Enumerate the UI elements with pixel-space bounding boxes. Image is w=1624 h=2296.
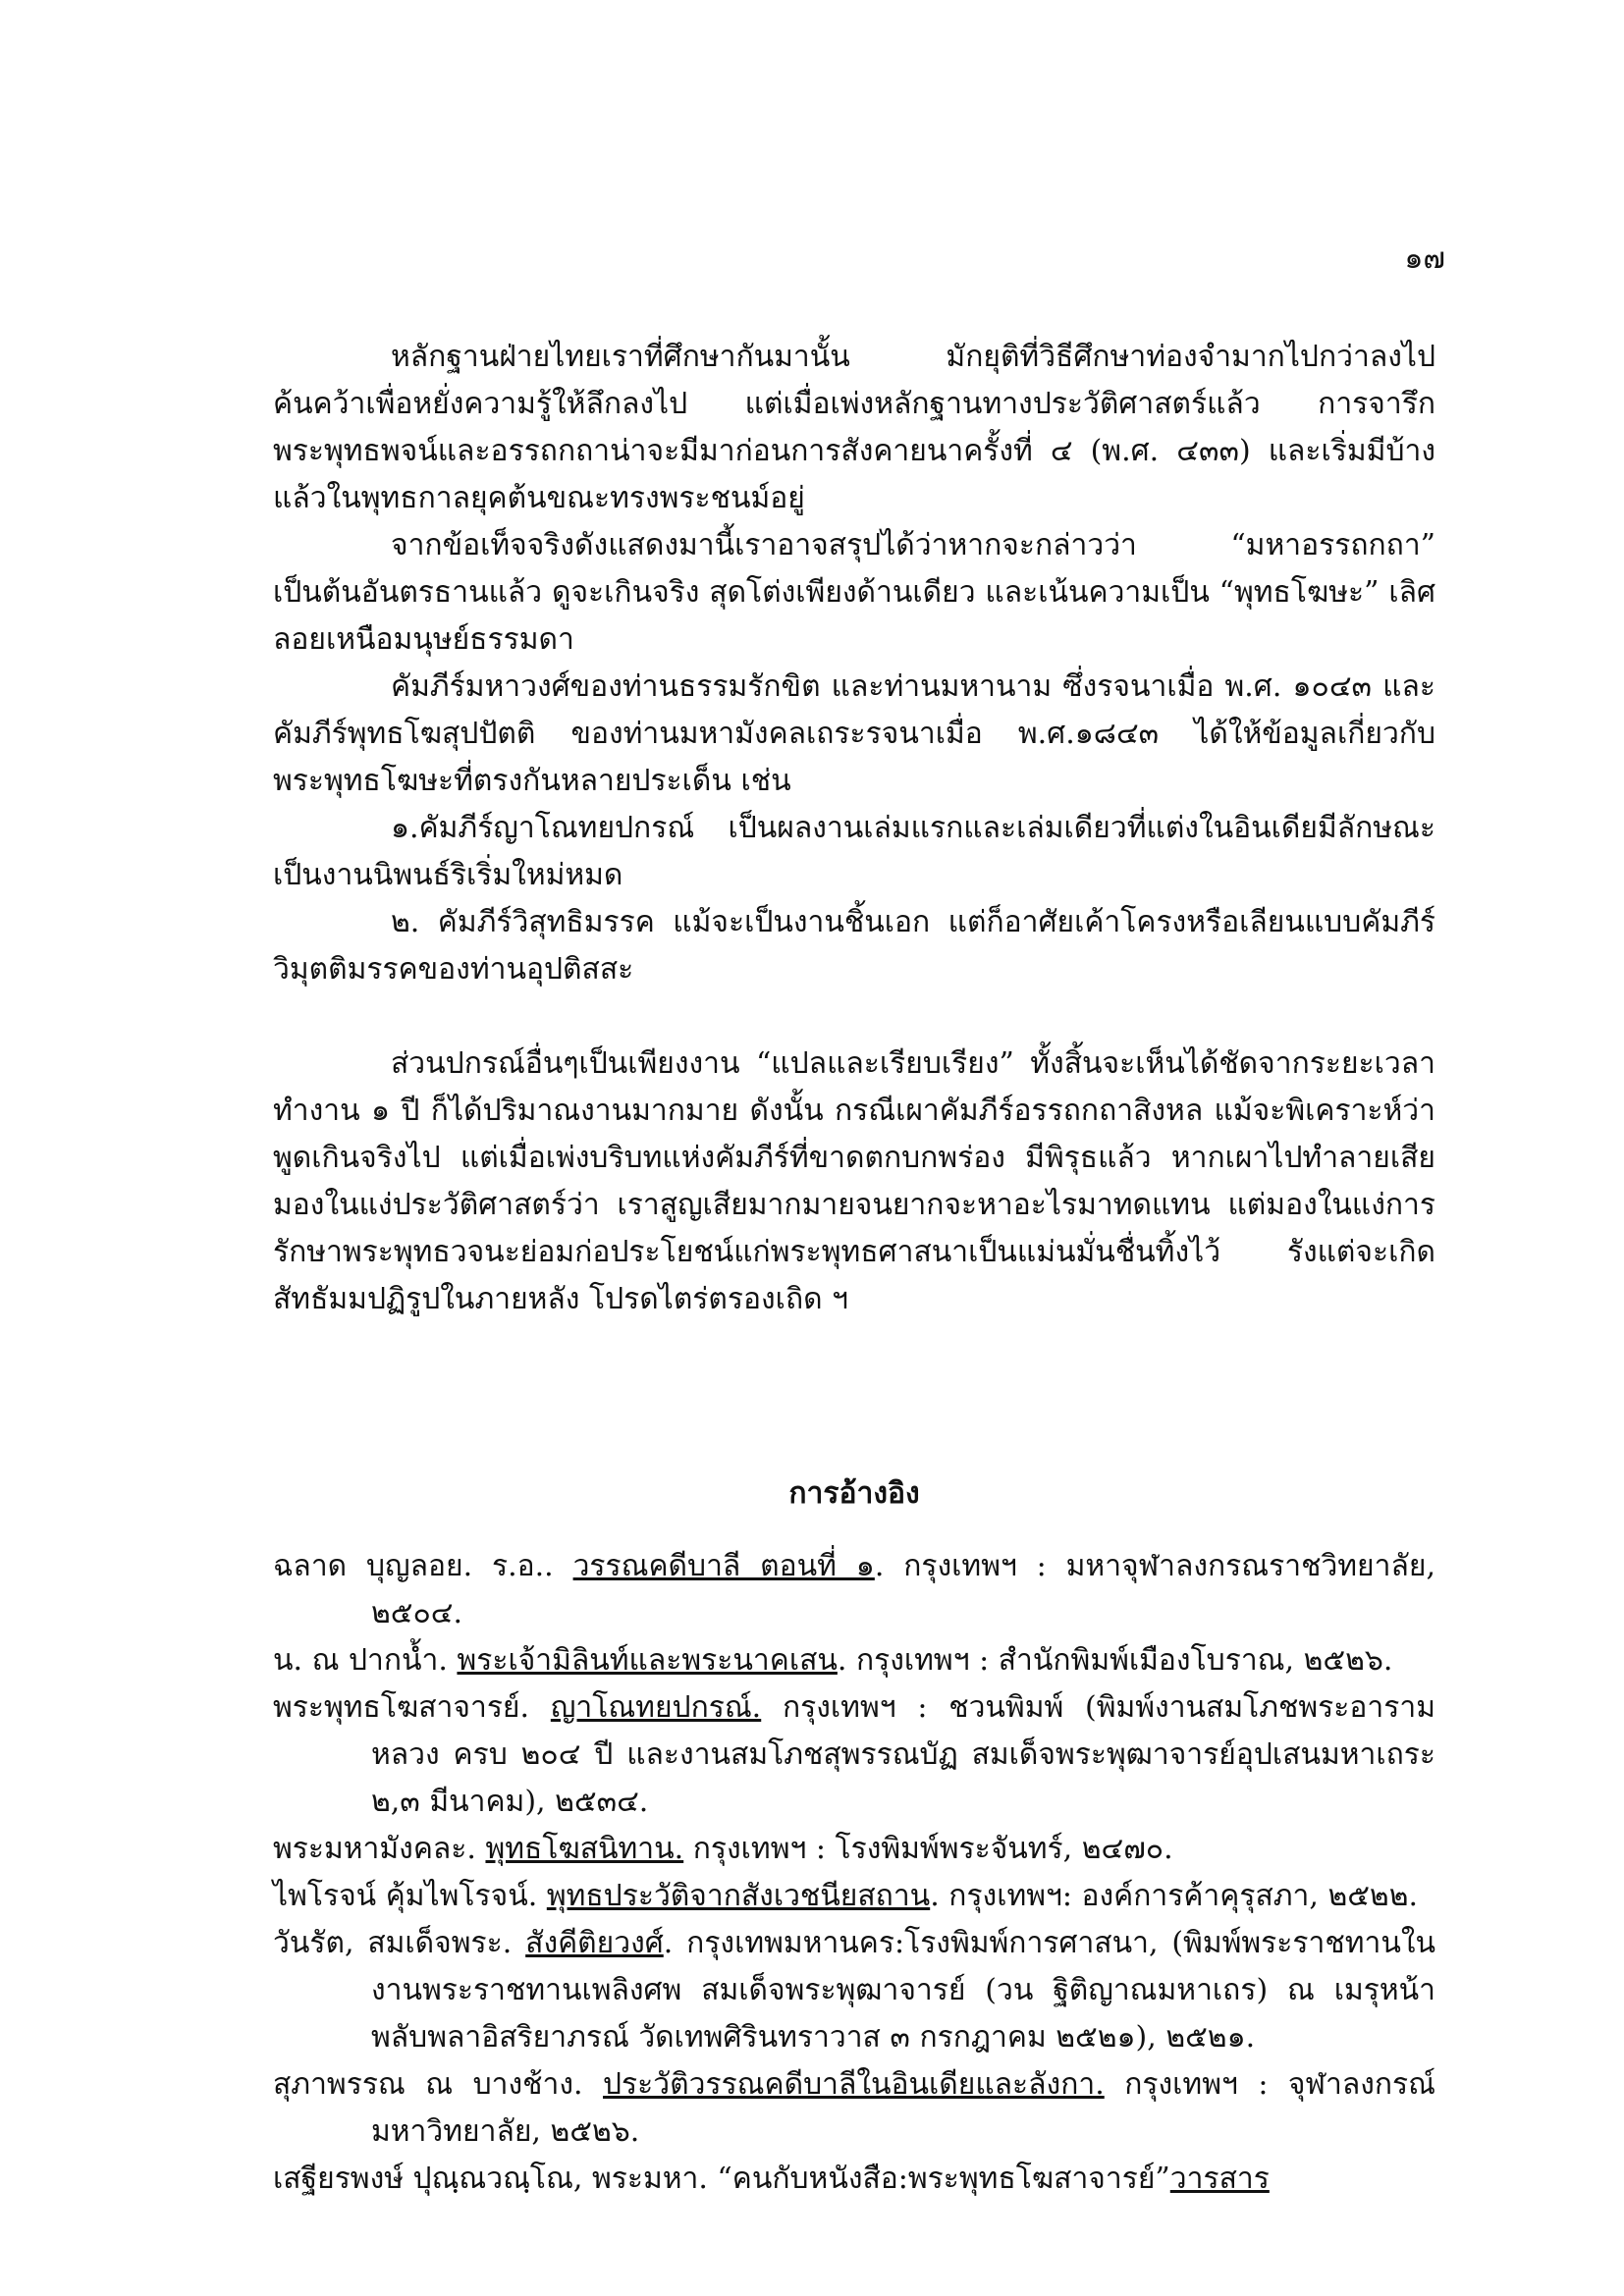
reference-item	[273, 2061, 1435, 2156]
reference-publication: . กรุงเทพมหานคร:โรงพิมพ์การศาสนา, (พิมพ์พระราชทานในงานพระราชทานเพลิงศพ สมเด็จพระพุฒาจารย์ (วน ฐิติญาณมหาเถร) ณ เมรุหน้าพลับพลาอิสริยาภรณ์ วัดเทพศิรินทราวาส ๓ กรกฎาคม ๒๕๒๑), ๒๕๒๑.	[371, 1926, 1435, 2055]
reference-title: วรรณคดีบาลี ตอนที่ ๑	[572, 1549, 875, 1583]
reference-author: วันรัต, สมเด็จพระ.	[273, 1926, 526, 1960]
reference-publication: . กรุงเทพฯ : มหาจุฬาลงกรณราชวิทยาลัย, ๒๕๐๔.	[371, 1549, 1435, 1630]
reference-title: วารสาร	[1169, 2162, 1270, 2196]
reference-publication: กรุงเทพฯ : ชวนพิมพ์ (พิมพ์งานสมโภชพระอารามหลวง ครบ ๒๐๔ ปี และงานสมโภชสุพรรณบัฏ สมเด็จพระพุฒาจารย์อุปเสนมหาเถระ ๒,๓ มีนาคม), ๒๕๓๔.	[371, 1690, 1435, 1819]
reference-author: น. ณ ปากน้ำ.	[273, 1643, 458, 1678]
document-body	[273, 334, 1435, 2203]
references-list	[273, 1543, 1435, 2203]
reference-author: พระพุทธโฆสาจารย์.	[273, 1690, 551, 1725]
reference-item	[273, 1920, 1435, 2061]
paragraph-6: ส่วนปกรณ์อื่นๆเป็นเพียงงาน “แปลและเรียบเรียง” ทั้งสิ้นจะเห็นได้ชัดจากระยะเวลาทำงาน ๑ ปี ก็ได้ปริมาณงานมากมาย ดังนั้น กรณีเผาคัมภีร์อรรถกถาสิงหล แม้จะพิเคราะห์ว่า พูดเกินจริงไป แต่เมื่อเพ่งบริบทแห่งคัมภีร์ที่ขาดตกบกพร่อง มีพิรุธแล้ว หากเผาไปทำลายเสีย มองในแง่ประวัติศาสตร์ว่า เราสูญเสียมากมายจนยากจะหาอะไรมาทดแทน แต่มองในแง่การรักษาพระพุทธวจนะย่อมก่อประโยชน์แก่พระพุทธศาสนาเป็นแม่นมั่นชื่นทิ้งไว้ รังแต่จะเกิดสัทธัมมปฏิรูปในภายหลัง โปรดไตร่ตรองเถิด ฯ	[273, 1046, 1435, 1316]
reference-item	[273, 1637, 1435, 1684]
reference-title: ประวัติวรรณคดีบาลีในอินเดียและลังกา.	[603, 2067, 1105, 2102]
reference-title: พุทธโฆสนิทาน.	[485, 1832, 684, 1866]
paragraph-4: ๑.คัมภีร์ญาโณทยปกรณ์ เป็นผลงานเล่มแรกและเล่มเดียวที่แต่งในอินเดียมีลักษณะเป็นงานนิพนธ์ริเริ่มใหม่หมด	[273, 811, 1435, 892]
reference-author: สุภาพรรณ ณ บางช้าง.	[273, 2067, 604, 2102]
paragraph-5: ๒. คัมภีร์วิสุทธิมรรค แม้จะเป็นงานชิ้นเอก แต่ก็อาศัยเค้าโครงหรือเลียนแบบคัมภีร์วิมุตติมรรคของท่านอุปติสสะ	[273, 905, 1435, 987]
reference-title: พระเจ้ามิลินท์และพระนาคเสน	[457, 1643, 838, 1678]
paragraph-2: จากข้อเท็จจริงดังแสดงมานี้เราอาจสรุปได้ว่าหากจะกล่าวว่า “มหาอรรถกถา” เป็นต้นอันตรธานแล้ว ดูจะเกินจริง สุดโต่งเพียงด้านเดียว และเน้นความเป็น “พุทธโฆษะ” เลิศลอยเหนือมนุษย์ธรรมดา	[273, 528, 1435, 657]
reference-title: ญาโณทยปกรณ์.	[550, 1690, 762, 1725]
reference-item	[273, 1826, 1435, 1873]
reference-item	[273, 2156, 1435, 2203]
reference-publication: กรุงเทพฯ : จุฬาลงกรณ์มหาวิทยาลัย, ๒๕๒๖.	[371, 2067, 1435, 2149]
reference-title: สังคีติยวงศ์	[525, 1926, 664, 1960]
reference-publication: . กรุงเทพฯ: องค์การค้าคุรุสภา, ๒๕๒๒.	[930, 1879, 1419, 1913]
reference-publication: . กรุงเทพฯ : สำนักพิมพ์เมืองโบราณ, ๒๕๒๖.	[837, 1643, 1393, 1678]
reference-author: เสฐียรพงษ์ ปุณฺณวณฺโณ, พระมหา. “คนกับหนังสือ:พระพุทธโฆสาจารย์”	[273, 2162, 1170, 2196]
paragraph-1: หลักฐานฝ่ายไทยเราที่ศึกษากันมานั้น มักยุติที่วิธีศึกษาท่องจำมากไปกว่าลงไปค้นคว้าเพื่อหยั่งความรู้ให้ลึกลงไป แต่เมื่อเพ่งหลักฐานทางประวัติศาสตร์แล้ว การจารึกพระพุทธพจน์และอรรถกถาน่าจะมีมาก่อนการสังคายนาครั้งที่ ๔ (พ.ศ. ๔๓๓) และเริ่มมีบ้างแล้วในพุทธกาลยุคต้นขณะทรงพระชนม์อยู่	[273, 340, 1435, 515]
reference-publication: กรุงเทพฯ : โรงพิมพ์พระจันทร์, ๒๔๗๐.	[683, 1832, 1173, 1866]
page-number: ๑๗	[1404, 241, 1445, 276]
reference-author: ฉลาด บุญลอย. ร.อ..	[273, 1549, 573, 1583]
reference-author: ไพโรจน์ คุ้มไพโรจน์.	[273, 1879, 547, 1913]
reference-item	[273, 1543, 1435, 1637]
paragraph-3: คัมภีร์มหาวงศ์ของท่านธรรมรักขิต และท่านมหานาม ซึ่งรจนาเมื่อ พ.ศ. ๑๐๔๓ และคัมภีร์พุทธโฆสุปปัตติ ของท่านมหามังคลเถระรจนาเมื่อ พ.ศ.๑๘๔๓ ได้ให้ข้อมูลเกี่ยวกับพระพุทธโฆษะที่ตรงกันหลายประเด็น เช่น	[273, 669, 1435, 798]
reference-title: พุทธประวัติจากสังเวชนียสถาน	[546, 1879, 931, 1913]
reference-item	[273, 1684, 1435, 1826]
references-heading: การอ้างอิง	[788, 1476, 920, 1511]
reference-author: พระมหามังคละ.	[273, 1832, 486, 1866]
reference-item	[273, 1873, 1435, 1920]
